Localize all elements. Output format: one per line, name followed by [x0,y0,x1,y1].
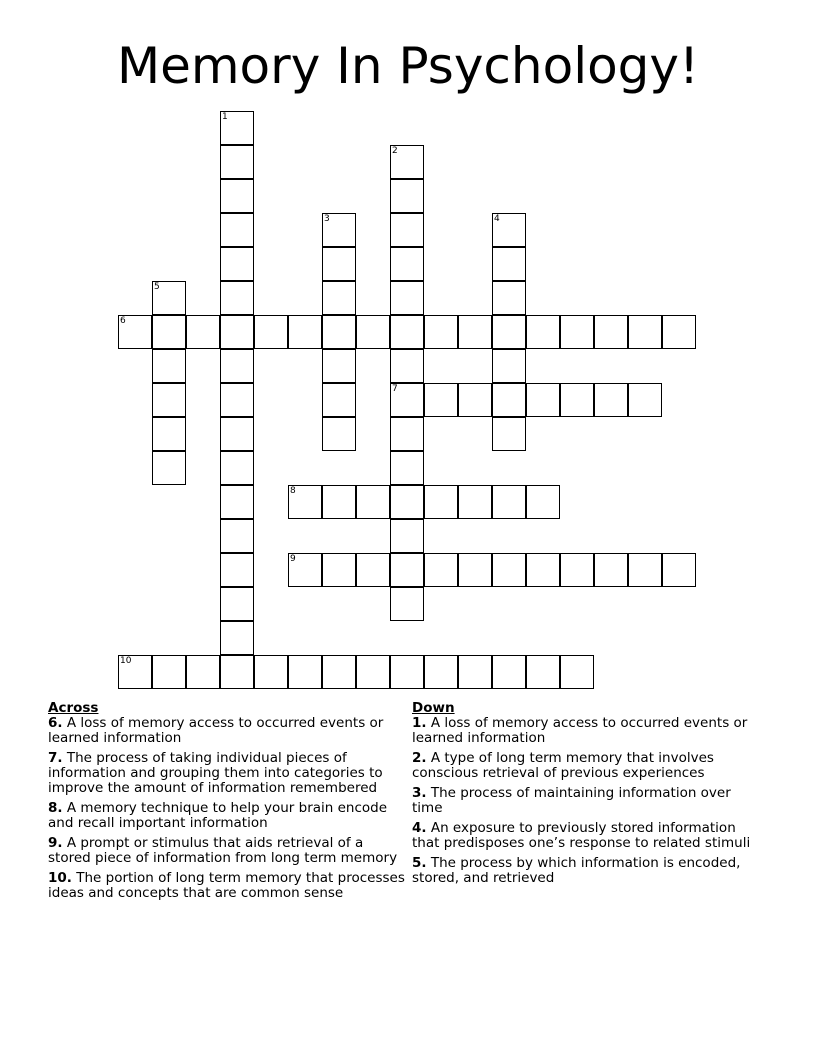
crossword-cell[interactable] [220,655,254,689]
crossword-cell[interactable] [118,315,152,349]
crossword-cell[interactable] [220,145,254,179]
crossword-cell[interactable] [526,315,560,349]
crossword-cell[interactable] [356,655,390,689]
crossword-cell[interactable] [492,315,526,349]
crossword-cell[interactable] [322,383,356,417]
crossword-cell[interactable] [560,553,594,587]
cell-number: 3 [324,214,330,224]
crossword-cell[interactable] [288,553,322,587]
across-clue [48,801,408,831]
crossword-cell[interactable] [492,553,526,587]
crossword-cell[interactable] [560,315,594,349]
crossword-cell[interactable] [560,383,594,417]
cell-number: 8 [290,486,296,496]
clue-text: The process of maintaining information over time [412,785,731,816]
crossword-cell[interactable] [186,315,220,349]
clue-number: 6. [48,715,63,731]
crossword-cell[interactable] [526,553,560,587]
across-clues [48,701,408,906]
crossword-cell[interactable] [492,213,526,247]
down-clue [412,821,762,851]
across-clue [48,871,408,901]
crossword-cell[interactable] [220,417,254,451]
crossword-cell[interactable] [458,655,492,689]
crossword-cell[interactable] [220,349,254,383]
crossword-cell[interactable] [118,655,152,689]
crossword-cell[interactable] [220,247,254,281]
crossword-cell[interactable] [560,655,594,689]
down-clue [412,751,762,781]
crossword-cell[interactable] [628,315,662,349]
crossword-cell[interactable] [492,349,526,383]
crossword-cell[interactable] [152,417,186,451]
clue-text: A memory technique to help your brain encode and recall important information [48,800,388,831]
cell-number: 6 [120,316,126,326]
cell-number: 9 [290,554,296,564]
crossword-cell[interactable] [594,383,628,417]
clue-text: An exposure to previously stored information that predisposes one’s response to related stimuli [412,820,751,851]
crossword-cell[interactable] [594,315,628,349]
clue-text: A loss of memory access to occurred events or learned information [48,715,384,746]
clue-text: The process by which information is encoded, stored, and retrieved [412,855,741,886]
crossword-cell[interactable] [390,281,424,315]
crossword-cell[interactable] [322,213,356,247]
crossword-cell[interactable] [390,655,424,689]
crossword-cell[interactable] [220,451,254,485]
crossword-cell[interactable] [220,621,254,655]
cell-number: 10 [120,656,132,666]
crossword-cell[interactable] [220,519,254,553]
crossword-cell[interactable] [356,315,390,349]
crossword-cell[interactable] [492,281,526,315]
down-heading: Down [412,700,455,716]
crossword-cell[interactable] [322,247,356,281]
crossword-cell[interactable] [526,383,560,417]
crossword-cell[interactable] [220,179,254,213]
crossword-cell[interactable] [220,281,254,315]
crossword-cell[interactable] [390,485,424,519]
crossword-cell[interactable] [322,417,356,451]
crossword-cell[interactable] [424,383,458,417]
crossword-cell[interactable] [220,383,254,417]
crossword-cell[interactable] [492,485,526,519]
down-clue [412,716,762,746]
crossword-cell[interactable] [186,655,220,689]
clue-number: 1. [412,715,427,731]
across-clue [48,751,408,796]
cell-number: 7 [392,384,398,394]
crossword-cell[interactable] [220,485,254,519]
clue-number: 7. [48,750,63,766]
crossword-cell[interactable] [322,349,356,383]
crossword-cell[interactable] [152,451,186,485]
crossword-cell[interactable] [390,383,424,417]
crossword-cell[interactable] [322,281,356,315]
clue-text: A loss of memory access to occurred events or learned information [412,715,748,746]
crossword-cell[interactable] [390,247,424,281]
clue-number: 5. [412,855,427,871]
crossword-cell[interactable] [492,383,526,417]
crossword-cell[interactable] [220,553,254,587]
clue-text: A type of long term memory that involves conscious retrieval of previous experiences [412,750,714,781]
crossword-cell[interactable] [254,655,288,689]
crossword-cell[interactable] [356,553,390,587]
crossword-cell[interactable] [288,315,322,349]
crossword-cell[interactable] [390,349,424,383]
crossword-cell[interactable] [152,349,186,383]
crossword-cell[interactable] [390,553,424,587]
crossword-cell[interactable] [390,417,424,451]
clue-number: 2. [412,750,427,766]
crossword-cell[interactable] [662,315,696,349]
clue-number: 4. [412,820,427,836]
crossword-cell[interactable] [424,315,458,349]
crossword-cell[interactable] [628,383,662,417]
clue-number: 3. [412,785,427,801]
clue-text: The portion of long term memory that processes ideas and concepts that are common sense [48,870,405,901]
crossword-cell[interactable] [220,213,254,247]
clue-text: The process of taking individual pieces of information and grouping them into categories to improve the amount of information remembered [48,750,383,796]
crossword-cell[interactable] [152,655,186,689]
across-clue [48,716,408,746]
crossword-cell[interactable] [526,655,560,689]
crossword-cell[interactable] [288,485,322,519]
crossword-cell[interactable] [152,281,186,315]
crossword-cell[interactable] [322,553,356,587]
crossword-cell[interactable] [220,587,254,621]
crossword-cell[interactable] [458,383,492,417]
crossword-cell[interactable] [458,553,492,587]
across-heading: Across [48,700,99,716]
across-clue [48,836,408,866]
crossword-cell[interactable] [220,315,254,349]
page-title: Memory In Psychology! [116,37,700,95]
cell-number: 4 [494,214,500,224]
clue-number: 10. [48,870,72,886]
clue-number: 8. [48,800,63,816]
cell-number: 2 [392,146,398,156]
crossword-cell[interactable] [390,519,424,553]
clue-number: 9. [48,835,63,851]
crossword-cell[interactable] [424,553,458,587]
cell-number: 5 [154,282,160,292]
down-clue [412,856,762,886]
crossword-cell[interactable] [424,655,458,689]
cell-number: 1 [222,112,228,122]
crossword-cell[interactable] [356,485,390,519]
crossword-cell[interactable] [492,247,526,281]
clue-text: A prompt or stimulus that aids retrieval of a stored piece of information from long term memory [48,835,398,866]
crossword-cell[interactable] [390,451,424,485]
crossword-cell[interactable] [220,111,254,145]
crossword-cell[interactable] [390,213,424,247]
crossword-cell[interactable] [254,315,288,349]
down-clues [412,701,762,891]
crossword-cell[interactable] [458,315,492,349]
crossword-cell[interactable] [322,315,356,349]
crossword-cell[interactable] [288,655,322,689]
crossword-cell[interactable] [390,179,424,213]
crossword-cell[interactable] [594,553,628,587]
crossword-cell[interactable] [662,553,696,587]
crossword-cell[interactable] [458,485,492,519]
crossword-cell[interactable] [424,485,458,519]
crossword-cell[interactable] [322,485,356,519]
crossword-cell[interactable] [526,485,560,519]
crossword-cell[interactable] [322,655,356,689]
down-clue [412,786,762,816]
crossword-cell[interactable] [390,145,424,179]
crossword-cell[interactable] [492,417,526,451]
crossword-cell[interactable] [152,315,186,349]
crossword-cell[interactable] [152,383,186,417]
crossword-cell[interactable] [390,315,424,349]
crossword-cell[interactable] [492,655,526,689]
crossword-cell[interactable] [390,587,424,621]
crossword-cell[interactable] [628,553,662,587]
